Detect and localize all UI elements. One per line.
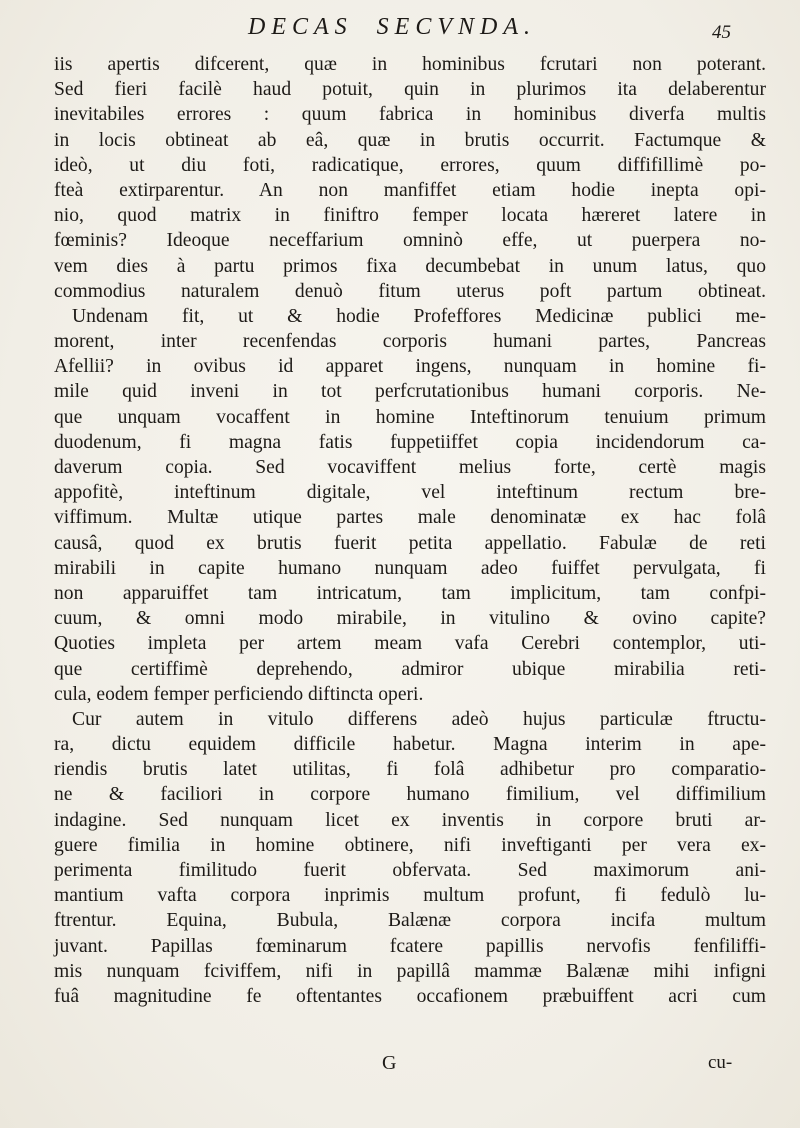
text-line: indagine. Sed nunquam licet ex inventis in corpore bruti ar-: [54, 809, 766, 831]
text-line: nio, quod matrix in finiftro femper locata hæreret latere in: [54, 205, 766, 227]
text-line: ideò, ut diu foti, radicatique, errores, quum diffifillimè po-: [54, 154, 766, 176]
text-line: fteà extirparentur. An non manfiffet etiam hodie inepta opi-: [54, 179, 766, 201]
text-line: ftrentur. Equina, Bubula, Balænæ corpora incifa multum: [54, 910, 766, 932]
text-line: mirabili in capite humano nunquam adeo fuiffet pervulgata, fi: [54, 557, 766, 579]
text-line: inevitabiles errores : quum fabrica in hominibus diverfa multis: [54, 104, 766, 126]
text-line: fœminis? Ideoque neceffarium omninò effe, ut puerpera no-: [54, 230, 766, 252]
catchword: cu-: [708, 1052, 733, 1073]
text-line: viffimum. Multæ utique partes male denominatæ ex hac folâ: [54, 507, 766, 529]
text-line: perimenta fimilitudo fuerit obfervata. Sed maximorum ani-: [54, 860, 766, 881]
text-line: Undenam fit, ut & hodie Profeffores Medicinæ publici me-: [72, 305, 766, 327]
text-line: ra, dictu equidem difficile habetur. Magna interim in ape-: [54, 734, 766, 756]
text-line: Quoties impleta per artem meam vafa Cerebri contemplor, uti-: [54, 633, 766, 655]
text-line: commodius naturalem denuò fitum uterus poft partum obtineat.: [54, 280, 766, 302]
text-line: mile quid inveni in tot perfcrutationibus humani corporis. Ne-: [54, 381, 766, 403]
text-line: riendis brutis latet utilitas, fi folâ adhibetur pro comparatio-: [54, 759, 766, 781]
running-title: DECAS SECVNDA.: [248, 14, 536, 40]
page-footer: [0, 1052, 800, 1082]
text-line: causâ, quod ex brutis fuerit petita appellatio. Fabulæ de reti: [54, 532, 766, 554]
text-line: que certiffimè deprehendo, admiror ubique mirabilia reti-: [54, 658, 766, 680]
text-line: iis apertis difcerent, quæ in hominibus fcrutari non poterant.: [54, 54, 766, 75]
text-line: que unquam vocaffent in homine Inteftinorum tenuium primum: [54, 406, 766, 428]
text-line: non apparuiffet tam intricatum, tam implicitum, tam confpi-: [54, 582, 766, 604]
text-line: ne & faciliori in corpore humano fimilium, vel diffimilium: [54, 784, 766, 806]
text-line: mis nunquam fciviffem, nifi in papillâ mammæ Balænæ mihi infigni: [54, 960, 766, 982]
text-line: cuum, & omni modo mirabile, in vitulino & ovino capite?: [54, 608, 766, 630]
text-line: guere fimilia in homine obtinere, nifi inveftiganti per vera ex-: [54, 834, 766, 856]
signature-mark: G: [382, 1052, 397, 1074]
text-line: Cur autem in vitulo differens adeò hujus particulæ ftructu-: [72, 708, 766, 730]
text-line: appofitè, inteftinum digitale, vel inteftinum rectum bre-: [54, 482, 766, 504]
page-number: 45: [712, 22, 731, 43]
text-line: Sed fieri facilè haud potuit, quin in plurimos ita delaberentur: [54, 79, 766, 101]
text-line: daverum copia. Sed vocaviffent melius forte, certè magis: [54, 457, 766, 478]
text-line: duodenum, fi magna fatis fuppetiiffet copia incidendorum ca-: [54, 431, 766, 453]
text-line: Afellii? in ovibus id apparet ingens, nunquam in homine fi-: [54, 356, 766, 378]
text-line: fuâ magnitudine fe oftentantes occafionem præbuiffent acri cum: [54, 985, 766, 1007]
text-line: cula, eodem femper perficiendo diftincta operi.: [54, 683, 424, 705]
text-line: mantium vafta corpora inprimis multum profunt, fi fedulò lu-: [54, 885, 766, 907]
text-line: morent, inter recenfendas corporis humani partes, Pancreas: [54, 331, 766, 353]
text-line: in locis obtineat ab eâ, quæ in brutis occurrit. Factumque &: [54, 129, 766, 151]
text-line: juvant. Papillas fœminarum fcatere papillis nervofis fenfiliffi-: [54, 935, 766, 957]
body-text: [54, 52, 766, 1009]
text-line: vem dies à partu primos fixa decumbebat in unum latus, quo: [54, 255, 766, 277]
